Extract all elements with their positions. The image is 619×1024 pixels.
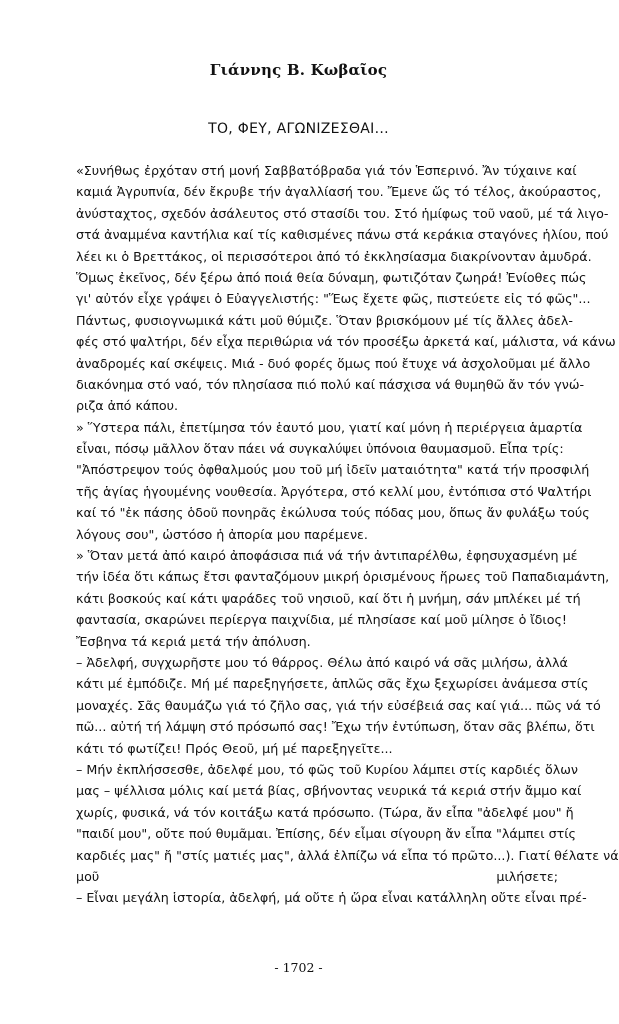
text-line: μοναχές. Σᾶς θαυμάζω γιά τό ζῆλο σας, γιά τήν εὐσέβειά σας καί γιά... πῶς νά τό <box>76 697 601 713</box>
text-line: » Ὅταν μετά ἀπό καιρό ἀποφάσισα πιά νά τήν ἀντιπαρέλθω, ἐφησυχασμένη μέ <box>76 548 578 564</box>
page-number: - 1702 - <box>274 960 323 975</box>
text-line: λόγους σου", ὡστόσο ἡ ἀπορία μου παρέμενε. <box>76 526 368 542</box>
text-line: στά ἀναμμένα καντήλια καί τίς καθισμένες πάνω στά κεράκια σταγόνες ἡλίου, πού <box>76 227 609 243</box>
text-line: γι' αὐτόν εἶχε γράψει ὁ Εὐαγγελιστής: "Ἕως ἔχετε φῶς, πιστεύετε εἰς τό φῶς"... <box>76 291 591 307</box>
text-line: – Μήν ἐκπλήσσεσθε, ἀδελφέ μου, τό φῶς τοῦ Κυρίου λάμπει στίς καρδιές ὅλων <box>76 761 578 777</box>
text-line: κάτι βοσκούς καί κάτι ψαράδες τοῦ νησιοῦ, καί ὅτι ἡ μνήμη, σάν μπλέκει μέ τή <box>76 590 581 606</box>
text-line: πῶ... αὐτή τή λάμψη στό πρόσωπό σας! Ἔχω τήν ἐντύπωση, ὅταν σᾶς βλέπω, ὅτι <box>76 719 595 735</box>
text-line: Ἔσβηνα τά κεριά μετά τήν ἀπόλυση. <box>76 633 311 649</box>
text-line: τήν ἰδέα ὅτι κάπως ἔτσι φανταζόμουν μικρή ὁρισμένους ἥρωες τοῦ Παπαδιαμάντη, <box>76 569 610 585</box>
text-line: καμιά Ἀγρυπνία, δέν ἔκρυβε τήν ἀγαλλίασή του. Ἔμενε ὥς τό τέλος, ἀκούραστος, <box>76 184 602 200</box>
text-line: εἶναι, πόσῳ μᾶλλον ὅταν πάει νά συγκαλύψει ὑπόνοια θαυμασμοῦ. Εἶπα τρίς: <box>76 441 564 457</box>
text-line: τῆς ἁγίας ἡγουμένης νουθεσία. Ἀργότερα, στό κελλί μου, ἐντόπισα στό Ψαλτήρι <box>76 483 592 499</box>
text-line: – Εἶναι μεγάλη ἱστορία, ἀδελφή, μά οὔτε ἡ ὥρα εἶναι κατάλληλη οὔτε εἶναι πρέ- <box>76 890 587 906</box>
text-line: ἀναδρομές καί σκέψεις. Μιά - δυό φορές ὅμως πού ἔτυχε νά ἀσχολοῦμαι μέ ἄλλο <box>76 355 591 371</box>
text-line: κάτι τό φωτίζει! Πρός Θεοῦ, μή μέ παρεξηγεῖτε... <box>76 740 393 756</box>
text-line: – Ἀδελφή, συγχωρῆστε μου τό θάρρος. Θέλω ἀπό καιρό νά σᾶς μιλήσω, ἀλλά <box>76 654 568 670</box>
text-line: "παιδί μου", οὔτε πού θυμᾶμαι. Ἐπίσης, δέν εἶμαι σίγουρη ἄν εἶπα "λάμπει στίς <box>76 826 577 842</box>
text-line: "Ἀπόστρεψον τούς ὀφθαλμούς μου τοῦ μή ἰδεῖν ματαιότητα" κατά τήν προσφιλή <box>76 462 590 478</box>
text-line: καί τό "ἐκ πάσης ὁδοῦ πονηρᾶς ἐκώλυσα τούς πόδας μου, ὅπως ἄν φυλάξω τούς <box>76 505 590 521</box>
text-line: καρδιές μας" ἤ "στίς ματιές μας", ἀλλά ἐλπίζω νά εἶπα τό πρῶτο...). Γιατί θέλατε νά <box>76 847 619 863</box>
text-line: μοῦ μιλήσετε; <box>76 868 558 884</box>
text-line: φαντασία, σκαρώνει περίεργα παιχνίδια, μέ πλησίασε καί μοῦ μίλησε ὁ ἴδιος! <box>76 612 568 628</box>
text-line: φές στό ψαλτήρι, δέν εἶχα περιθώρια νά τόν προσέξω ἀρκετά καί, μάλιστα, νά κάνω <box>76 334 616 350</box>
text-line: » Ὕστερα πάλι, ἐπετίμησα τόν ἑαυτό μου, γιατί καί μόνη ἡ περιέργεια ἁμαρτία <box>76 419 583 435</box>
text-line: ἀνύσταχτος, σχεδόν ἀσάλευτος στό στασίδι του. Στό ἡμίφως τοῦ ναοῦ, μέ τά λιγο- <box>76 205 609 221</box>
text-line: ριζα ἀπό κάπου. <box>76 398 179 414</box>
story-title: ΤΟ, ΦΕΥ, ΑΓΩΝΙΖΕΣΘΑΙ... <box>208 121 389 137</box>
text-line: κάτι μέ ἐμπόδιζε. Μή μέ παρεξηγήσετε, ἁπλῶς σᾶς ἔχω ξεχωρίσει ἀνάμεσα στίς <box>76 676 589 692</box>
text-line: «Συνήθως ἐρχόταν στή μονή Σαββατόβραδα γιά τόν Ἑσπερινό. Ἄν τύχαινε καί <box>76 163 577 178</box>
text-line: λέει κι ὁ Βρεττάκος, οἱ περισσότεροι ἀπό τό ἐκκλησίασμα διακρίνονταν ἀμυδρά. <box>76 248 592 264</box>
text-line: Ὅμως ἐκεῖνος, δέν ξέρω ἀπό ποιά θεία δύναμη, φωτιζόταν ζωηρά! Ἐνίοθες πώς <box>76 269 587 285</box>
text-line: Πάντως, φυσιογνωμικά κάτι μοῦ θύμιζε. Ὅταν βρισκόμουν μέ τίς ἄλλες ἀδελ- <box>76 312 573 328</box>
story-body <box>76 160 619 909</box>
text-line: χωρίς, φυσικά, νά τόν κοιτάξω κατά πρόσωπο. (Τώρα, ἄν εἶπα "ἀδελφέ μου" ἤ <box>76 804 574 820</box>
text-line: μας – ψέλλισα μόλις καί μετά βίας, σβήνοντας νευρικά τά κεριά στήν ἄμμο καί <box>76 783 582 799</box>
author-name: Γιάννης Β. Κωβαῖος <box>209 61 388 79</box>
text-line: διακόνημα στό ναό, τόν πλησίασα πιό πολύ καί πάσχισα νά θυμηθῶ ἄν τόν γνώ- <box>76 376 585 392</box>
